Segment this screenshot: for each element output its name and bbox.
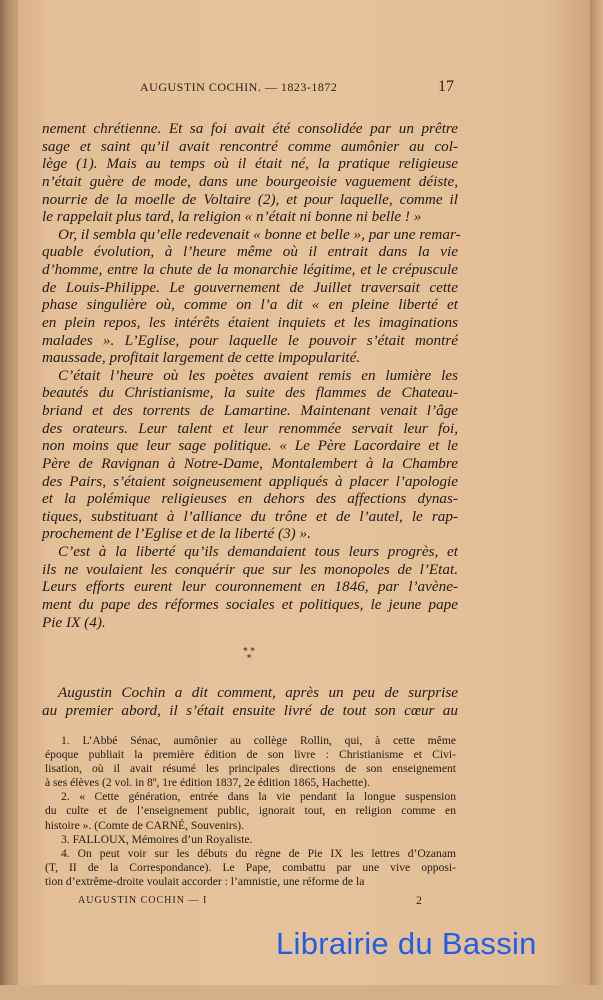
text-line: C’était l’heure où les poètes avaient remis en lumière les: [58, 366, 458, 384]
footnote-line: 3. FALLOUX, Mémoires d’un Royaliste.: [61, 832, 253, 846]
text-line: d’homme, entre la chute de la monarchie légitime, et le crépuscule: [42, 261, 458, 278]
text-line: Pie IX (4).: [42, 613, 106, 631]
footnote-line: histoire ». (Comte de CARNÉ, Souvenirs).: [45, 818, 245, 832]
footnotes: [45, 734, 456, 889]
body-text-continued: [42, 684, 458, 719]
text-line: Père de Ravignan à Notre-Dame, Montalembert à la Chambre: [42, 454, 458, 472]
paragraph: [42, 684, 458, 719]
watermark: Librairie du Bassin: [276, 926, 537, 961]
running-header: [0, 78, 603, 98]
running-title: AUGUSTIN COCHIN. — 1823-1872: [140, 80, 338, 94]
text-line: nement chrétienne. Et sa foi avait été consolidée par un prêtre: [42, 120, 458, 137]
text-line: ils ne voulaient les conquérir que sur les monopoles de l’Etat.: [42, 560, 458, 578]
text-line: quable évolution, à l’heure même où il entrait dans la vie: [42, 243, 458, 261]
footnote-line: du culte et de l’enseignement public, ignorait tout, en religion comme en: [45, 804, 456, 818]
footnote-line: 1. L’Abbé Sénac, aumônier au collège Rollin, qui, à cette même: [61, 734, 456, 747]
paragraph: [42, 367, 458, 543]
page-number: 17: [438, 78, 454, 95]
page-footer: [0, 895, 603, 911]
text-line: briand et des torrents de Lamartine. Maintenant venait l’âge: [42, 402, 458, 419]
text-line: phase singulière où, comme on l’a dit « en pleine liberté et: [42, 296, 458, 314]
text-line: en plein repos, les intérêts étaient inquiets et les imaginations: [42, 313, 458, 331]
footnote-line: tion d’extrême-droite voulait accorder : l’amnistie, une réforme de la: [45, 874, 365, 888]
text-line: tiques, substituant à l’alliance du trône et de l’autel, le rap-: [42, 507, 458, 525]
text-line: malades ». L’Eglise, pour laquelle le pouvoir s’était montré: [42, 331, 458, 349]
text-line: Or, il sembla qu’elle redevenait « bonne et belle », par une remar-: [58, 225, 461, 243]
footnote-line: lisation, où il avait résumé les principales directions de son enseignement: [45, 762, 456, 776]
text-line: nourrie de la moelle de Voltaire (2), et pour laquelle, comme il: [42, 190, 458, 208]
text-line: n’était guère de mode, dans une bourgeoisie vaguement déiste,: [42, 172, 458, 190]
paragraph: [42, 543, 458, 631]
text-line: Augustin Cochin a dit comment, après un peu de surprise: [58, 684, 458, 701]
sheet-number: 2: [416, 893, 422, 907]
text-line: lège (1). Mais au temps où il était né, la pratique religieuse: [42, 155, 458, 173]
text-line: C’est à la liberté qu’ils demandaient tous leurs progrès, et: [58, 543, 458, 560]
footnote-line: 2. « Cette génération, entrée dans la vie pendant la longue suspension: [61, 790, 456, 804]
text-line: maussade, profitait largement de cette impopularité.: [42, 349, 361, 367]
footnote-line: époque publiait la première édition de son livre : Christianisme et Civi-: [45, 748, 456, 762]
text-line: prochement de l’Eglise et de la liberté (3) ».: [42, 525, 311, 543]
text-line: le rappelait plus tard, la religion « n’était ni bonne ni belle ! »: [42, 208, 422, 226]
text-line: des orateurs. Leur talent et leur renommée servait leur foi,: [42, 419, 458, 437]
text-line: des Pairs, s’étaient soigneusement appliqués à placer l’apologie: [42, 472, 458, 490]
signature-mark: AUGUSTIN COCHIN — I: [78, 895, 208, 906]
text-line: de Louis-Philippe. Le gouvernement de Juillet traversait cette: [42, 278, 458, 296]
footnote-line: 4. On peut voir sur les débuts du règne de Pie IX les lettres d’Ozanam: [61, 846, 456, 860]
paragraph: [42, 120, 458, 226]
page-bottom-edge: [0, 985, 603, 1000]
paragraph: [42, 225, 461, 367]
text-line: sage et saint qu’il avait rencontré comme aumônier au col-: [42, 137, 458, 155]
text-line: Leurs efforts eurent leur couronnement en 1846, par l’avène-: [42, 578, 458, 596]
text-line: beautés du Christianisme, la suite des flammes de Chateau-: [42, 384, 458, 402]
text-line: non moins que leur sage politique. « Le Père Lacordaire et le: [42, 437, 458, 455]
asterism: * * *: [243, 647, 255, 664]
text-line: ment du pape des réformes sociales et politiques, le jeune pape: [42, 595, 458, 613]
footnote-line: à ses élèves (2 vol. in 8º, 1re édition 1837, 2e édition 1865, Hachette).: [45, 776, 370, 790]
body-text: [42, 120, 461, 631]
text-line: et la polémique religieuses en dehors des affections dynas-: [42, 490, 458, 508]
text-line: au premier abord, il s’était ensuite livré de tout son cœur au: [42, 701, 458, 719]
page-edge: [590, 0, 603, 1000]
footnote-line: (T, II de la Correspondance). Le Pape, combattu par une vive opposi-: [45, 860, 456, 874]
